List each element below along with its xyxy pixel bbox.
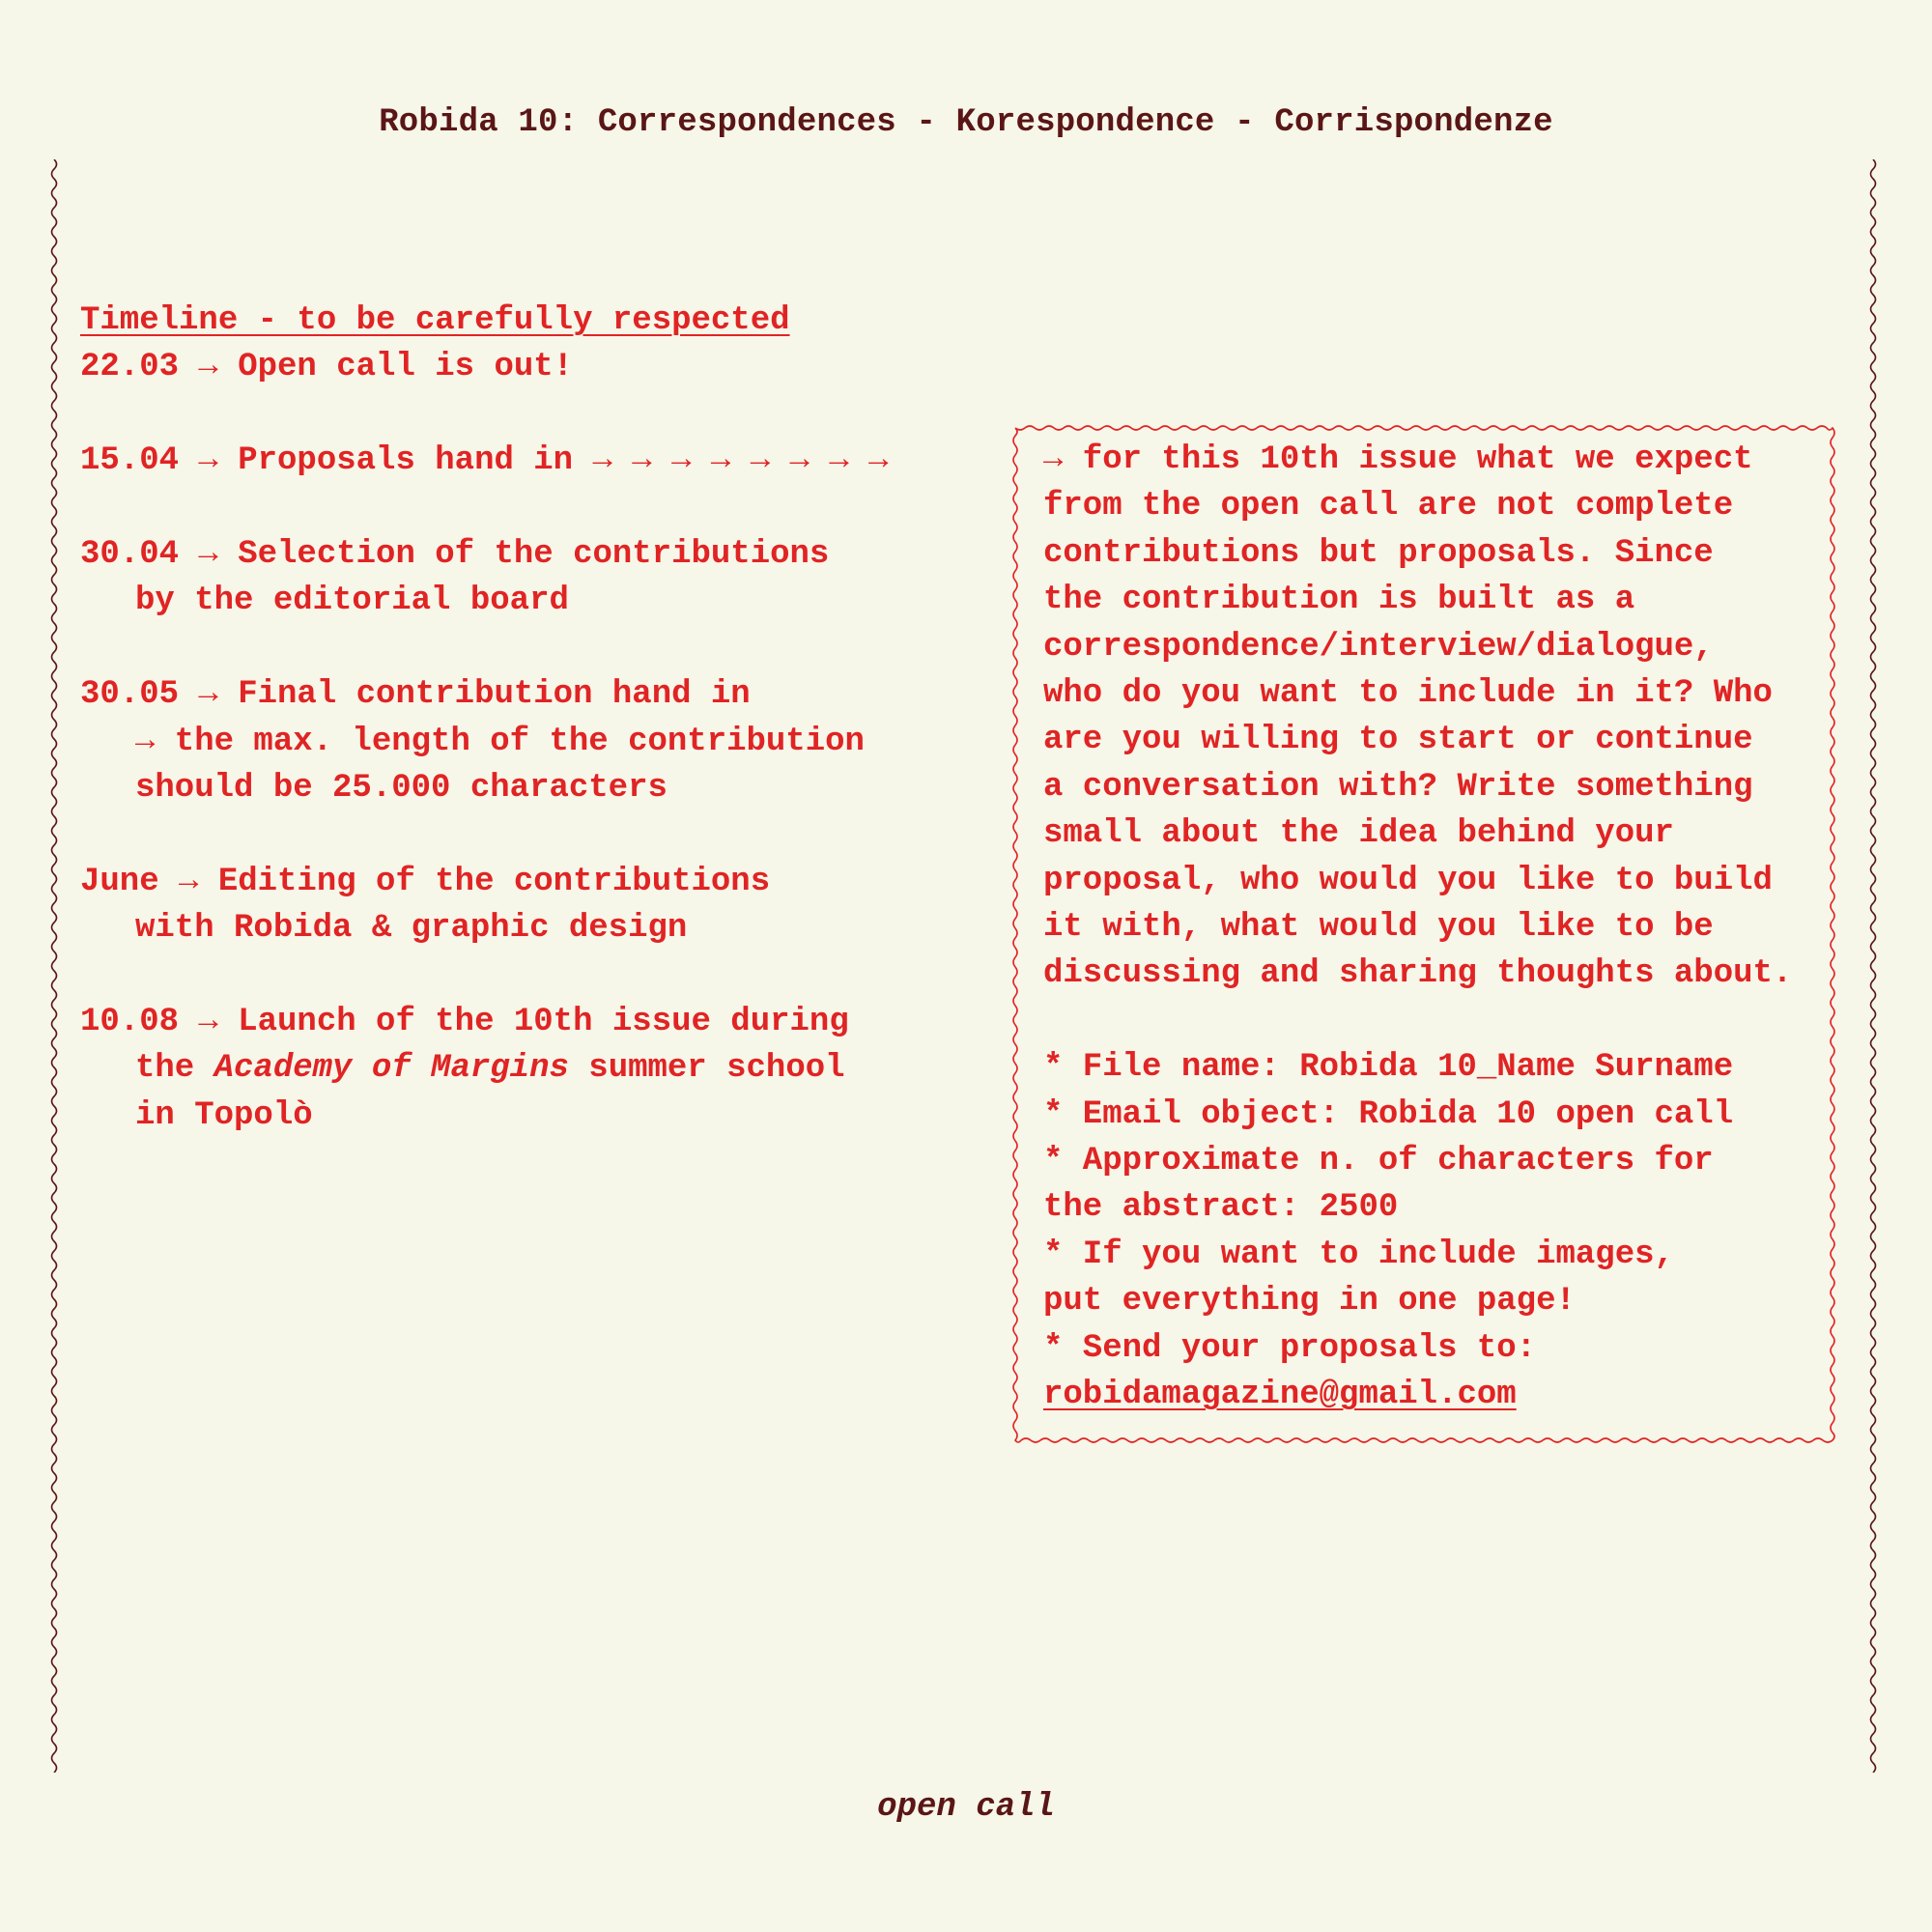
note-line: put everything in one page!	[1043, 1283, 1576, 1321]
paragraph-line: a conversation with? Write something	[1043, 768, 1753, 806]
footer-open-call: open call	[877, 1789, 1055, 1826]
timeline-entry-line	[80, 1045, 979, 1092]
timeline-entry-line: → the max. length of the contribution	[135, 723, 865, 760]
paragraph-line: discussing and sharing thoughts about.	[1043, 955, 1793, 993]
timeline-text: the	[135, 1050, 214, 1088]
timeline-entry-line: June → Editing of the contributions	[80, 863, 771, 900]
timeline-entry-line: 22.03 → Open call is out!	[80, 349, 574, 386]
paragraph-line: from the open call are not complete	[1043, 488, 1734, 526]
timeline-entry-line: should be 25.000 characters	[135, 770, 668, 808]
timeline-entry-proposals	[80, 438, 979, 484]
timeline-entry-line: 30.04 → Selection of the contributions	[80, 536, 830, 573]
timeline-entry-line: by the editorial board	[135, 582, 569, 620]
note-line: * If you want to include images,	[1043, 1236, 1674, 1273]
paragraph-line: who do you want to include in it? Who	[1043, 675, 1773, 713]
timeline-entry-selection	[80, 531, 979, 625]
paragraph-line: it with, what would you like to be	[1043, 909, 1714, 947]
paragraph-line: correspondence/interview/dialogue,	[1043, 628, 1714, 666]
note-line: * Send your proposals to:	[1043, 1329, 1537, 1367]
note-line: * Email object: Robida 10 open call	[1043, 1095, 1734, 1133]
timeline-heading: Timeline - to be carefully respected	[80, 302, 790, 339]
timeline-entry-line: with Robida & graphic design	[135, 910, 688, 948]
info-box-text	[1043, 437, 1845, 1419]
timeline-entry-open-call	[80, 344, 979, 390]
paragraph-line: are you willing to start or continue	[1043, 722, 1753, 759]
timeline-text: summer school	[568, 1050, 845, 1088]
note-line: * File name: Robida 10_Name Surname	[1043, 1049, 1734, 1087]
page-title: Robida 10: Correspondences - Korespondence - Corrispondenze	[379, 104, 1553, 141]
spacer	[1043, 998, 1845, 1044]
email-link[interactable]: robidamagazine@gmail.com	[1043, 1377, 1517, 1414]
note-line: the abstract: 2500	[1043, 1189, 1399, 1227]
timeline-entry-line: in Topolò	[135, 1096, 313, 1134]
academy-of-margins-title: Academy of Margins	[213, 1050, 569, 1088]
paragraph-line: proposal, who would you like to build	[1043, 862, 1773, 899]
timeline-entry-line: 30.05 → Final contribution hand in	[80, 676, 751, 714]
timeline-section	[80, 298, 979, 1139]
paragraph-line: the contribution is built as a	[1043, 582, 1635, 619]
right-wavy-border	[1866, 159, 1880, 1773]
left-wavy-border	[47, 159, 61, 1773]
note-line: * Approximate n. of characters for	[1043, 1143, 1714, 1180]
paragraph-line: contributions but proposals. Since	[1043, 534, 1714, 572]
paragraph-line: → for this 10th issue what we expect	[1043, 441, 1753, 478]
proposal-info-box	[1009, 422, 1838, 1446]
timeline-entry-editing	[80, 859, 979, 952]
timeline-entry-final-hand-in	[80, 671, 979, 811]
timeline-entry-line: 10.08 → Launch of the 10th issue during	[80, 1004, 849, 1041]
paragraph-line: small about the idea behind your	[1043, 815, 1674, 853]
timeline-entry-line: 15.04 → Proposals hand in → → → → → → → →	[80, 442, 889, 480]
timeline-entry-launch	[80, 999, 979, 1139]
